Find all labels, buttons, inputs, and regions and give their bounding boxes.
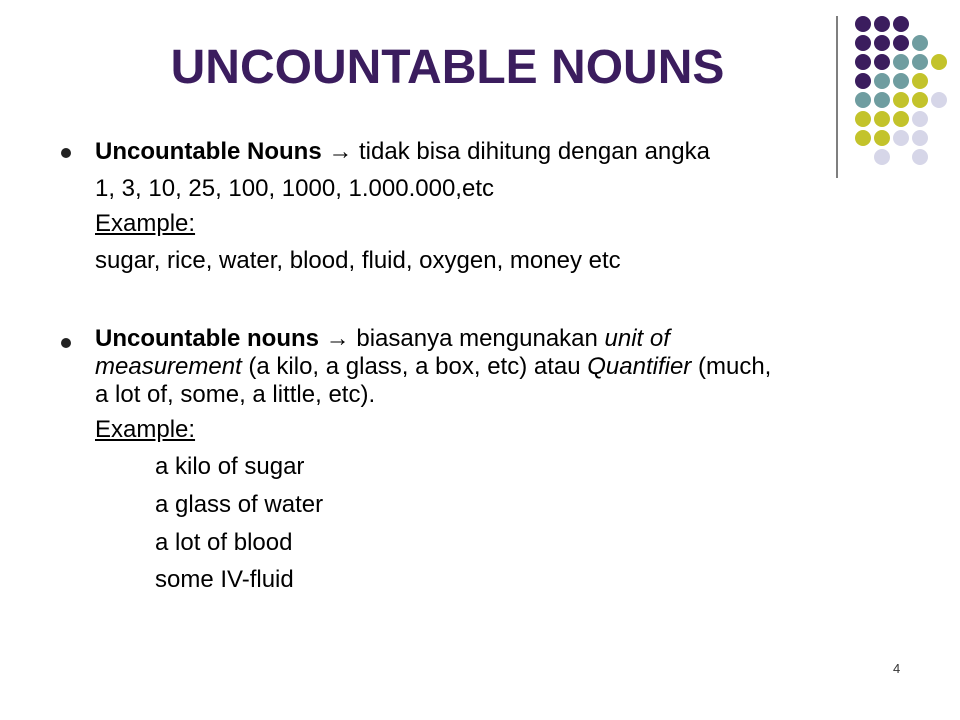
- bullet1-numbers: 1, 3, 10, 25, 100, 1000, 1.000.000,etc: [95, 175, 494, 202]
- bullet2-text2: (a kilo, a glass, a box, etc) atau: [248, 353, 581, 380]
- bullet2-example-item: a lot of blood: [155, 529, 293, 556]
- page-number: 4: [893, 661, 901, 676]
- bullet2-example-item: some IV-fluid: [155, 566, 294, 593]
- bullet1-example-label: Example:: [95, 210, 196, 237]
- bullet2-text1: biasanya mengunakan: [356, 325, 598, 352]
- bullet2-example-item: a kilo of sugar: [155, 453, 305, 480]
- bullet2-head: Uncountable nouns: [95, 325, 319, 352]
- bullet-icon: [61, 338, 71, 348]
- bullet2-quantifier: Quantifier: [587, 353, 692, 380]
- slide-title: UNCOUNTABLE NOUNS: [170, 41, 725, 94]
- bullet1-arrow: →: [328, 138, 353, 165]
- bullet2-line3: a lot of, some, a little, etc).: [95, 381, 376, 408]
- bullet2-unit-of: unit of: [604, 325, 670, 352]
- bullet2-measurement: measurement: [95, 353, 242, 380]
- bullet2-text3: (much,: [697, 353, 772, 380]
- bullet2-arrow: →: [325, 325, 350, 352]
- bullet2-example-item: a glass of water: [155, 491, 324, 518]
- bullet2-line1: [95, 325, 670, 353]
- bullet1-head: Uncountable Nouns: [95, 138, 322, 165]
- bullet1-text: tidak bisa dihitung dengan angka: [359, 138, 710, 165]
- bullet2-line2: [95, 353, 771, 381]
- bullet1-examples: sugar, rice, water, blood, fluid, oxygen, money etc: [95, 247, 621, 274]
- bullet1-line1: [95, 138, 710, 166]
- bullet-icon: [61, 148, 71, 158]
- bullet2-example-label: Example:: [95, 416, 196, 443]
